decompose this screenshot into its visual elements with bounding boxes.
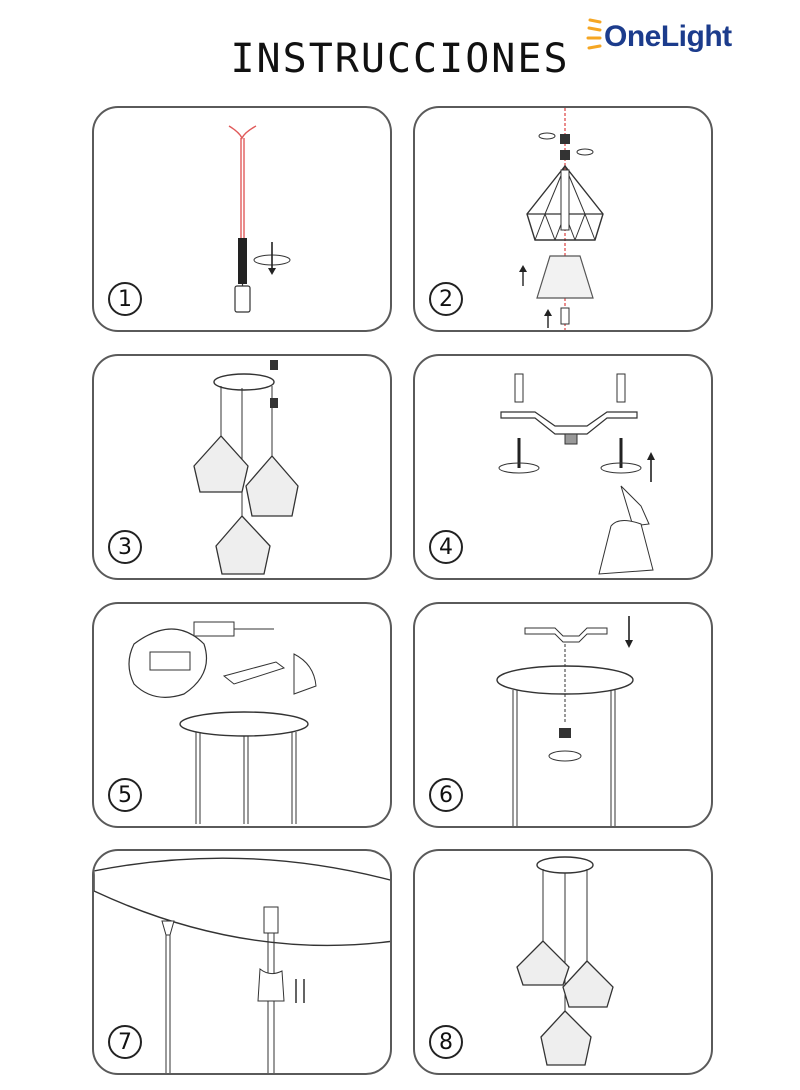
step-8-panel <box>413 849 713 1075</box>
step-6-panel <box>413 602 713 828</box>
step-2-panel <box>413 106 713 332</box>
step-7-panel <box>92 849 392 1075</box>
step-5-panel <box>92 602 392 828</box>
sun-rays-icon <box>586 18 606 58</box>
step-number: 1 <box>108 282 142 316</box>
step-number: 3 <box>108 530 142 564</box>
step-1-panel <box>92 106 392 332</box>
step-3-panel <box>92 354 392 580</box>
logo-text: OneLight <box>604 20 732 53</box>
step-number: 2 <box>429 282 463 316</box>
step-number: 7 <box>108 1025 142 1059</box>
brand-logo <box>586 14 776 60</box>
step-number: 6 <box>429 778 463 812</box>
step-number: 4 <box>429 530 463 564</box>
step-number: 5 <box>108 778 142 812</box>
step-4-panel <box>413 354 713 580</box>
page-title: INSTRUCCIONES <box>230 36 570 82</box>
step-number: 8 <box>429 1025 463 1059</box>
